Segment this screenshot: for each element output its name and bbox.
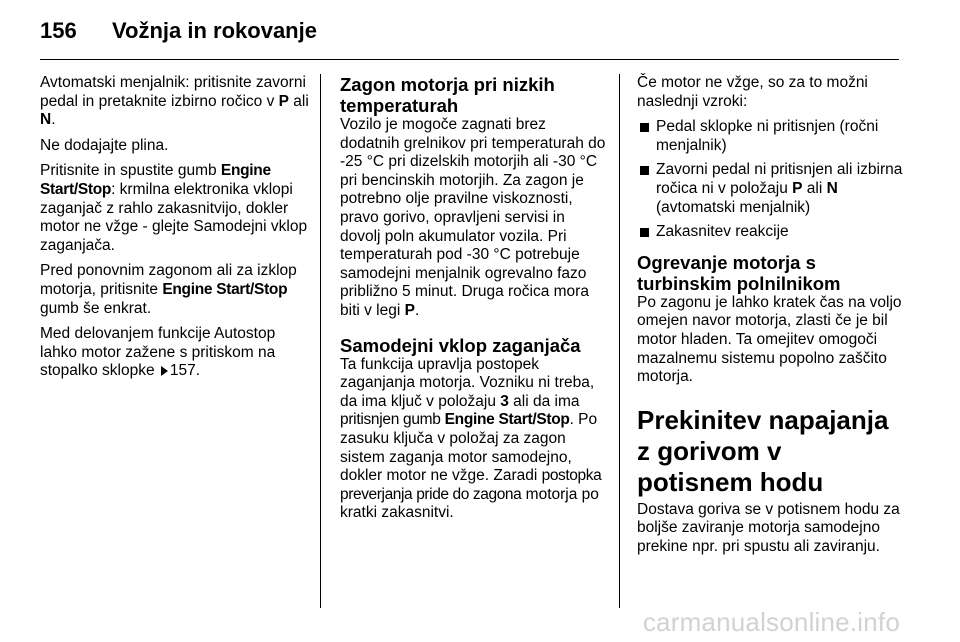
page-reference-arrow-icon — [161, 366, 168, 376]
list-item: Zavorni pedal ni pritisnjen ali izbirna ročica ni v položaju P ali N (avtomatski menjalnik) — [637, 161, 903, 217]
paragraph-gear-selection: Avtomatski menjalnik: pritisnite zavorni pedal in pretaknite izbirno ročico v P ali N. — [40, 74, 309, 129]
engine-start-stop-label: Engine Start/Stop — [444, 411, 570, 429]
column-3 — [637, 74, 903, 564]
causes-list — [637, 118, 903, 242]
page-number: 156 — [40, 18, 77, 43]
square-bullet-icon — [640, 228, 649, 237]
column-1 — [40, 74, 312, 388]
paragraph-cold-start: Vozilo je mogoče zagnati brez dodatnih grelnikov pri temperaturah do -25 °C pri dizelskih motorjih ali -30 °C pri bencinskih motorjih. Za zagon je potrebno olje pravilne viskoznosti, pravo gorivo, opravljeni servisi in dovolj poln akumulator vozila. Pri temperaturah pod -30 °C potrebuje samodejni menjalnik ogrevalno fazo približno 5 minut. Druga ročica mora biti v legi P. — [340, 116, 606, 319]
paragraph-restart: Pred ponovnim zagonom ali za izklop motorja, pritisnite Engine Start/Stop gumb še enkrat. — [40, 262, 297, 317]
paragraph-autostop: Med delovanjem funkcije Autostop lahko motor zažene s pritiskom na stopalko sklopke 157. — [40, 325, 276, 380]
engine-start-stop-label: Engine Start/Stop — [40, 162, 271, 198]
chapter-title: Vožnja in rokovanje — [112, 18, 317, 43]
gear-n-label: N — [40, 111, 52, 129]
heading-auto-starter: Samodejni vklop zaganjača — [340, 334, 581, 356]
square-bullet-icon — [640, 123, 649, 132]
paragraph-auto-starter: Ta funkcija upravlja postopek zaganjanja motorja. Vozniku ni treba, da ima ključ v položaju 3 ali da ima pritisnjen gumb Engine Start/Stop. Po zasuku ključa v položaj za zagon sistem zaganja motor samodejno, dokler motor ne vžge. Zaradi postopka preverjanja pride do zagona motorja po kratki zakasnitvi. — [340, 355, 602, 522]
column-divider-right — [619, 74, 620, 608]
column-2 — [340, 74, 606, 530]
paragraph-no-throttle: Ne dodajajte plina. — [40, 136, 169, 154]
heading-turbo-warmup: Ogrevanje motorja s turbinskim polnilnikom — [637, 251, 841, 294]
heading-fuel-cutoff: Prekinitev napajanja z gorivom v potisnem hodu — [637, 404, 889, 497]
square-bullet-icon — [640, 166, 649, 175]
list-item: Pedal sklopke ni pritisnjen (ročni menjalnik) — [637, 118, 903, 155]
watermark: carmanualsonline.info — [642, 607, 900, 637]
page-header — [40, 18, 317, 48]
engine-start-stop-label: Engine Start/Stop — [162, 280, 288, 298]
paragraph-turbo-warmup: Po zagonu je lahko kratek čas na voljo omejen navor motorja, zlasti če je bil motor hladen. Ta omejitev omogoči mazalnemu sistemu popolno zaščito motorja. — [637, 293, 902, 386]
list-item: Zakasnitev reakcije — [637, 223, 903, 242]
paragraph-press-button: Pritisnite in spustite gumb Engine Start/Stop: krmilna elektronika vklopi zaganjač z rahlo zakasnitvijo, dokler motor ne vžge - glejte Samodejni vklop zaganjača. — [40, 162, 308, 254]
gear-p-label: P — [278, 92, 289, 110]
heading-cold-start: Zagon motorja pri nizkih temperaturah — [340, 74, 555, 116]
page-reference-link[interactable]: 157. — [169, 362, 201, 380]
column-divider-left — [320, 74, 321, 608]
paragraph-causes-intro: Če motor ne vžge, so za to možni naslednji vzroki: — [637, 74, 868, 110]
header-rule — [40, 59, 899, 60]
paragraph-fuel-cutoff: Dostava goriva se v potisnem hodu za boljše zaviranje motorja samodejno prekine npr. pri spustu ali zaviranju. — [637, 500, 900, 555]
